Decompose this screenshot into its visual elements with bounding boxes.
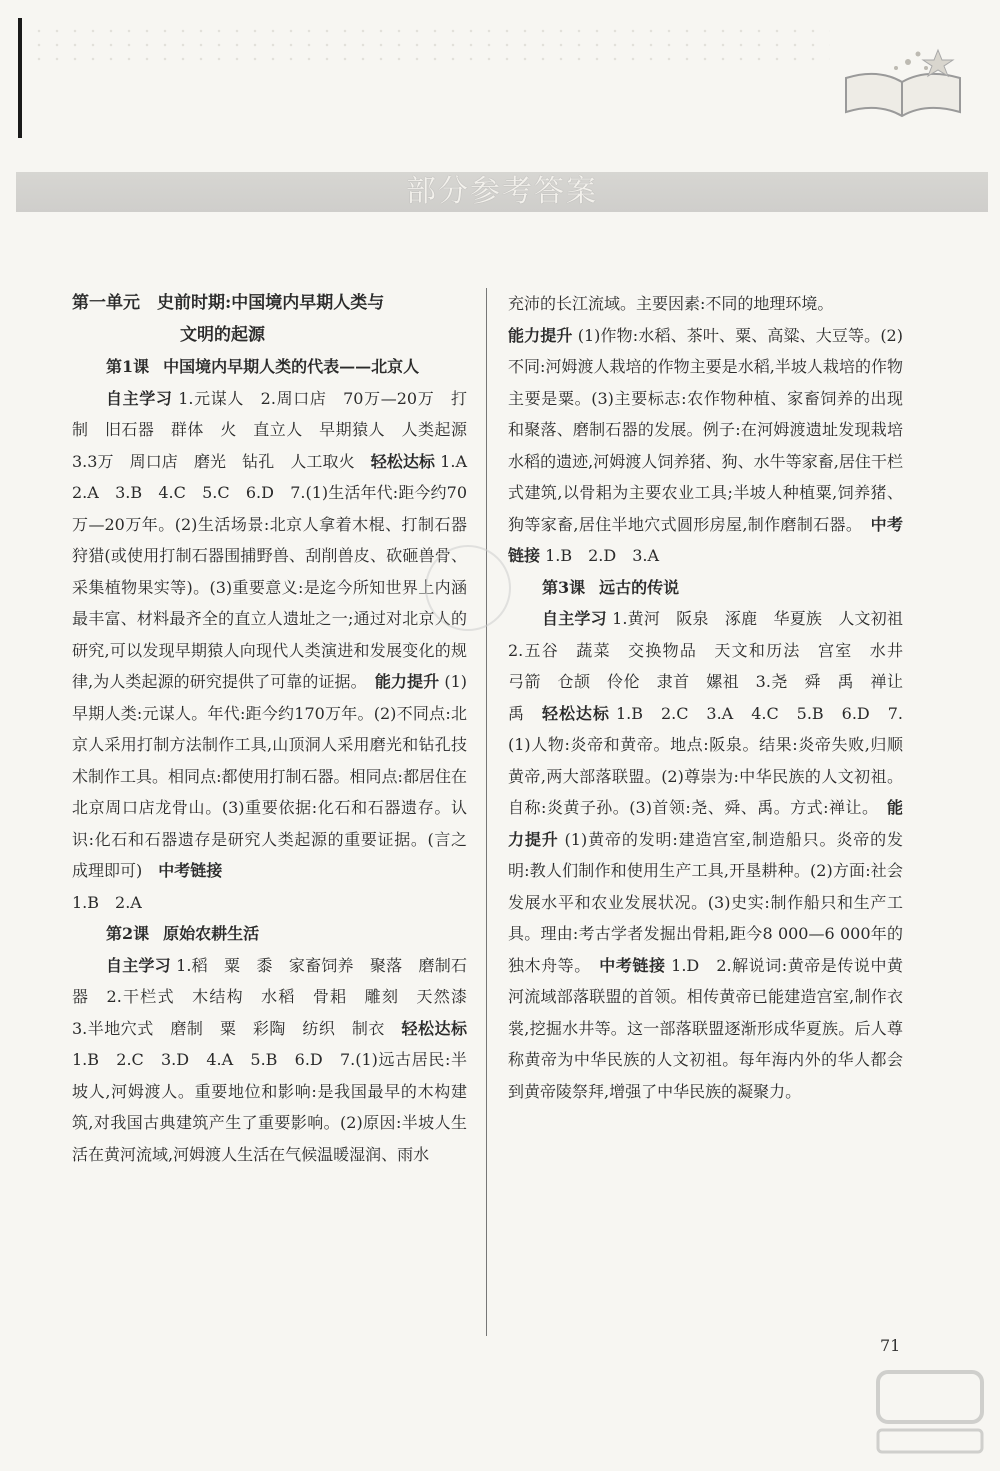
open-book-icon [838, 38, 968, 120]
lesson-3-number: 第3课 [542, 577, 586, 597]
answer-text: 1.B 2.C 3.A 4.C 5.B 6.D 7.(1)人物:炎帝和黄帝。地点:阪泉。结果:炎帝失败,归顺黄帝,两大部落联盟。(2)尊崇为:中华民族的人文初祖。自称:炎黄子孙。(3)首领:尧、舜、禹。方式:禅让。 [508, 703, 903, 817]
lesson-2-name: 原始农耕生活 [163, 924, 260, 943]
header-texture [30, 24, 830, 64]
lesson-1-title [72, 351, 467, 383]
page-number: 71 [880, 1336, 901, 1355]
unit-title [72, 288, 467, 351]
answer-text: 1.黄河 阪泉 涿鹿 华夏族 人文初祖 2.五谷 蔬菜 交换物品 天文和历法 宫室 水井 弓箭 仓颉 伶伦 隶首 嫘祖 3.尧 舜 禹 禅让 禹 [508, 609, 920, 723]
title-banner [16, 172, 988, 212]
lesson-3-answers [508, 603, 920, 1107]
section-label: 能力提升 [508, 798, 903, 849]
answer-text: 充沛的长江流域。主要因素:不同的地理环境。 [508, 294, 834, 313]
answer-text: 1.元谋人 2.周口店 70万—20万 打制 旧石器 群体 火 直立人 早期猿人 人类起源 3.3万 周口店 磨光 钻孔 人工取火 [72, 388, 484, 471]
lesson-1-answers [72, 383, 484, 919]
section-label: 自主学习 [106, 388, 173, 408]
answer-text: 1.A 2.A 3.B 4.C 5.C 6.D 7.(1)生活年代:距今约70万—20万年。(2)生活场景:北京人拿着木棍、打制石器狩猎(或使用打制石器围捕野兽、刮削兽皮、砍砸兽骨、采集植物果实等)。(3)重要意义:是迄今所知世界上内涵最丰富、材料最齐全的直立人遗址之一;通过对北京人的研究,可以发现早期猿人向现代人类演进和发展变化的规律,为人类起源的研究提供了可靠的证据。 [72, 451, 484, 691]
section-label: 轻松达标 [541, 703, 610, 723]
unit-title-line1: 第一单元 史前时期:中国境内早期人类与 [72, 293, 385, 313]
lesson-1-name: 中国境内早期人类的代表——北京人 [163, 357, 420, 376]
column-divider [486, 288, 487, 1336]
left-column [72, 288, 484, 1170]
section-label: 能力提升 [374, 672, 440, 691]
lesson-2-number: 第2课 [106, 924, 150, 943]
answer-text: 1.B 2.D 3.A [540, 546, 660, 565]
lesson-1-number: 第1课 [106, 357, 150, 376]
section-label: 自主学习 [542, 609, 607, 628]
answer-text: 1.B 2.C 3.D 4.A 5.B 6.D 7.(1)远古居民:半坡人,河姆渡人。重要地位和影响:是我国最早的木构建筑,对我国古典建筑产生了重要影响。(2)原因:半坡人生活在黄河流域,河姆渡人生活在气候温暖湿润、雨水 [72, 1050, 467, 1164]
answer-text: 1.稻 粟 黍 家畜饲养 聚落 磨制石器 2.干栏式 木结构 水稻 骨耜 雕刻 天然漆 3.半地穴式 磨制 粟 彩陶 纺织 制衣 [72, 955, 484, 1038]
corner-watermark-logo [870, 1352, 990, 1462]
answer-text: 1.B 2.A [72, 892, 142, 912]
answer-text: 1.D 2.解说词:黄帝是传说中黄河流域部落联盟的首领。相传黄帝已能建造宫室,制作衣裳,挖掘水井等。这一部落联盟逐渐形成华夏族。后人尊称黄帝为中华民族的人文初祖。每年海内外的华人都会到黄帝陵祭拜,增强了中华民族的凝聚力。 [508, 955, 903, 1101]
margin-line [18, 18, 22, 138]
section-label: 自主学习 [106, 955, 171, 975]
section-label: 中考链接 [158, 861, 223, 880]
section-label: 中考链接 [599, 955, 666, 975]
right-column [508, 288, 920, 1107]
lesson-2-answers-continued [508, 288, 903, 572]
unit-title-line2: 文明的起源 [180, 324, 265, 345]
lesson-3-name: 远古的传说 [599, 577, 680, 597]
lesson-3-title [508, 572, 903, 604]
section-label: 轻松达标 [370, 451, 436, 471]
answer-text: (1)早期人类:元谋人。年代:距今约170万年。(2)不同点:北京人采用打制方法制作工具,山顶洞人采用磨光和钻孔技术制作工具。相同点:都使用打制石器。相同点:都居住在北京周口店龙骨山。(3)重要依据:化石和石器遗存。认识:化石和石器遗存是研究人类起源的重要证据。(言之成理即可) [72, 672, 467, 880]
lesson-2-answers [72, 950, 484, 1171]
answer-text: (1)作物:水稻、茶叶、粟、高粱、大豆等。(2)不同:河姆渡人栽培的作物主要是水稻,半坡人栽培的作物主要是粟。(3)主要标志:农作物种植、家畜饲养的出现和聚落、磨制石器的发展。例子:在河姆渡遗址发现栽培水稻的遗迹,河姆渡人饲养猪、狗、水牛等家畜,居住干栏式建筑,以骨耜为主要农业工具;半坡人种植粟,饲养猪、狗等家畜,居住半地穴式圆形房屋,制作磨制石器。 [508, 325, 903, 534]
section-label: 能力提升 [508, 325, 573, 345]
lesson-2-title [72, 918, 467, 950]
answer-text: (1)黄帝的发明:建造宫室,制造船只。炎帝的发明:教人们制作和使用生产工具,开垦耕种。(2)方面:社会发展水平和农业发展状况。(3)史实:制作船只和生产工具。理由:考古学者发掘出骨耜,距今8 000—6 000年的独木舟等。 [508, 829, 903, 975]
stamp-watermark [425, 545, 511, 631]
section-label: 中考链接 [508, 514, 903, 565]
section-label: 轻松达标 [401, 1018, 467, 1038]
page-title: 部分参考答案 [406, 174, 598, 209]
